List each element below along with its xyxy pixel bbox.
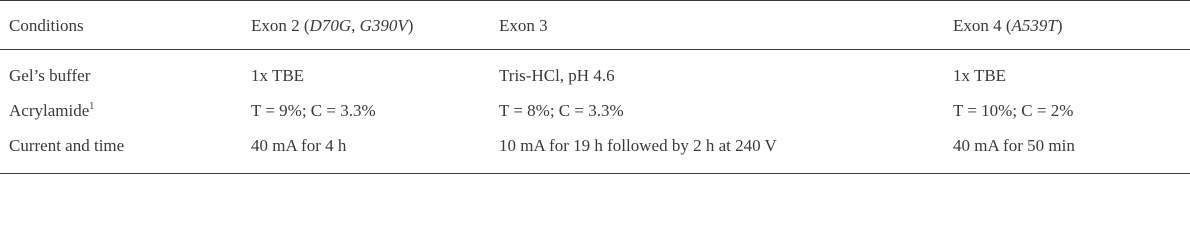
header-exon-4-mutation: A539T [1011,16,1057,35]
row-gel-buffer-exon-4: 1x TBE [953,66,1007,85]
row-gel-buffer-exon-3: Tris-HCl, pH 4.6 [499,66,615,85]
header-exon-4 [953,16,1063,36]
table-bottom-rule [0,173,1190,174]
header-exon-2-separator: , [351,16,360,35]
header-exon-2-mutation-1: D70G [309,16,352,35]
header-conditions: Conditions [9,16,84,35]
row-current-time-condition: Current and time [9,136,125,155]
header-exon-2-mutation-2: G390V [359,16,408,35]
row-acrylamide-exon-3: T = 8%; C = 3.3% [499,101,624,120]
header-exon-4-prefix: Exon 4 ( [953,16,1012,35]
header-exon-3: Exon 3 [499,16,548,35]
header-exon-2-prefix: Exon 2 ( [251,16,310,35]
row-gel-buffer-exon-2: 1x TBE [251,66,305,85]
footnote-marker: 1 [89,101,95,112]
row-current-time-exon-4: 40 mA for 50 min [953,136,1075,155]
table-top-rule [0,0,1190,1]
row-acrylamide-exon-4: T = 10%; C = 2% [953,101,1074,120]
row-current-time-exon-2: 40 mA for 4 h [251,136,347,155]
row-acrylamide-exon-2: T = 9%; C = 3.3% [251,101,376,120]
header-exon-2 [251,16,413,36]
row-gel-buffer-condition: Gel’s buffer [9,66,91,85]
header-exon-2-suffix: ) [407,16,414,35]
row-current-time-exon-3: 10 mA for 19 h followed by 2 h at 240 V [499,136,777,155]
header-exon-4-suffix: ) [1056,16,1063,35]
table-header-rule [0,49,1190,50]
row-acrylamide-condition [9,101,94,121]
row-acrylamide-label: Acrylamide [9,101,90,120]
